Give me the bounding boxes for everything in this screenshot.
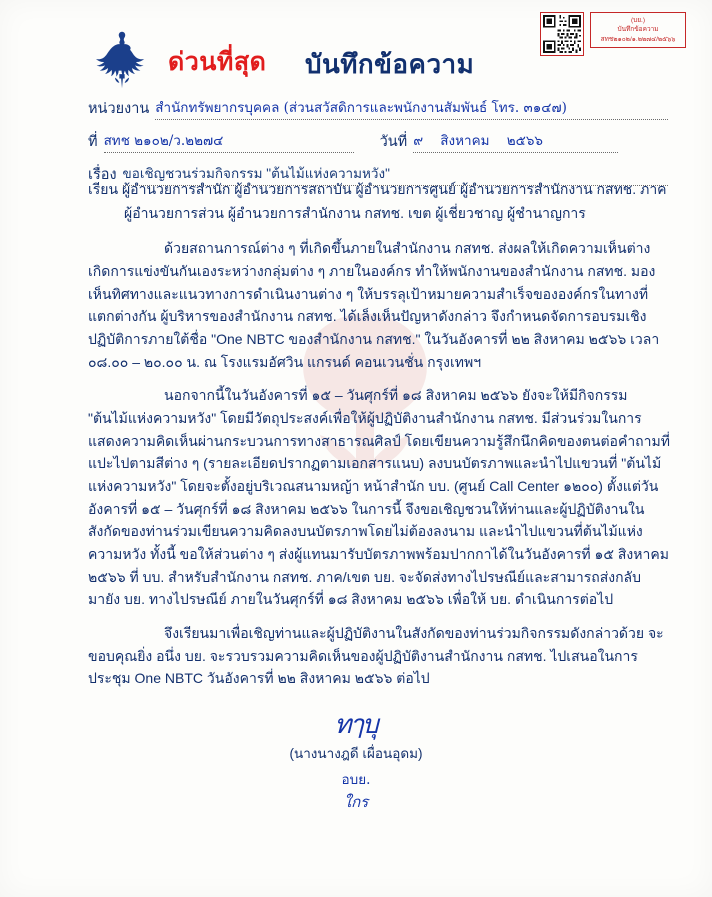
subject-value: ขอเชิญชวนร่วมกิจกรรม "ต้นไม้แห่งความหวัง" bbox=[123, 162, 668, 186]
signature-underline-mark: ใกร bbox=[343, 793, 369, 811]
qr-code-svg bbox=[543, 15, 581, 53]
garuda-svg bbox=[95, 30, 149, 90]
paragraph-1: ด้วยสถานการณ์ต่าง ๆ ที่เกิดขึ้นภายในสำนักงาน กสทช. ส่งผลให้เกิดความเห็นต่าง เกิดการแข่งขันกันเองระหว่างกลุ่มต่าง ๆ ภายในองค์กร ทำให้พนักงานของสำนักงาน กสทช. มองเห็นทิศทางและแนวทางการดำเนินงานต่าง ๆ ให้บรรลุเป้าหมายความสำเร็จขององค์กรในทางที่แตกต่างกัน ผู้บริหารของสำนักงาน กสทช. ได้เล็งเห็นปัญหาดังกล่าว จึงกำหนดจัดการอบรมเชิงปฏิบัติการภายใต้ชื่อ "One NBTC ของสำนักงาน กสทช." ในวันอังคารที่ ๒๒ สิงหาคม ๒๕๖๖ เวลา ๐๘.๐๐ – ๒๐.๐๐ น. ณ โรงแรมอัศวิน แกรนด์ คอนเวนชั่น กรุงเทพฯ bbox=[88, 240, 660, 370]
stamp-line-3: สทช๒๑๐๒/๑.๒๒๗๔/๒๕๖๖ bbox=[600, 35, 676, 43]
signer-name: (นางนางฎดี เผื่อนอุดม) bbox=[289, 746, 423, 761]
registration-stamp bbox=[590, 12, 686, 48]
signer-role: อบย. bbox=[341, 772, 371, 788]
date-label: วันที่ bbox=[379, 134, 408, 150]
field-row-agency bbox=[88, 96, 668, 120]
ref-label: ที่ bbox=[88, 134, 98, 150]
garuda-emblem-icon bbox=[95, 30, 149, 90]
signature-block bbox=[0, 712, 712, 814]
qr-code-icon bbox=[540, 12, 584, 56]
paragraph-2: นอกจากนี้ในวันอังคารที่ ๑๕ – วันศุกร์ที่ ๑๘ สิงหาคม ๒๕๖๖ ยังจะให้มีกิจกรรม "ต้นไม้แห่งความหวัง" โดยมีวัตถุประสงค์เพื่อให้ผู้ปฏิบัติงานสำนักงาน กสทช. มีส่วนร่วมในการแสดงความคิดเห็นผ่านกระบวนการทางสาธารณศิลป์ โดยเขียนความรู้สึกนึกคิดของตนต่อคำถามที่แปะไปตามสีต่าง ๆ (รายละเอียดปรากฏตามเอกสารแนบ) ลงบนบัตรภาพและนำไปแขวนที่ "ต้นไม้แห่งความหวัง" โดยจะตั้งอยู่บริเวณสนามหญ้า หน้าสำนัก บบ. (ศูนย์ Call Center ๑๒๐๐) ตั้งแต่วันอังคารที่ ๑๕ – วันศุกร์ที่ ๑๘ สิงหาคม ๒๕๖๖ ในการนี้ จึงขอเชิญชวนให้ท่านและผู้ปฏิบัติงานในสังกัดของท่านร่วมเขียนความคิดลงบนบัตรภาพโดยไม่ต้องลงนาม และนำไปแขวนที่ต้นไม้แห่งความหวัง ทั้งนี้ ขอให้ส่วนต่าง ๆ ส่งผู้แทนมารับบัตรภาพพร้อมปากกาได้ในวันอังคารที่ ๑๕ สิงหาคม ๒๕๖๖ ที่ บบ. สำหรับสำนักงาน กสทช. ภาค/เขต บย. จะจัดส่งทางไปรษณีย์และสามารถส่งกลับมายัง บย. ทางไปรษณีย์ ภายในวันศุกร์ที่ ๑๘ สิงหาคม ๒๕๖๖ เพื่อให้ บย. ดำเนินการต่อไป bbox=[88, 387, 670, 608]
ref-value: สทช ๒๑๐๒/ว.๒๒๗๔ bbox=[104, 129, 354, 153]
recipient-line-2: ผู้อำนวยการส่วน ผู้อำนวยการสำนักงาน กสทช. เขต ผู้เชี่ยวชาญ ผู้ชำนาญการ bbox=[124, 204, 586, 221]
subject-label: เรื่อง bbox=[88, 167, 117, 183]
urgent-label: ด่วนที่สุด bbox=[168, 48, 267, 76]
paragraph-3: จึงเรียนมาเพื่อเชิญท่านและผู้ปฏิบัติงานในสังกัดของท่านร่วมกิจกรรมดังกล่าวด้วย จะขอบคุณยิ่ง อนึ่ง บย. จะรวบรวมความคิดเห็นของผู้ปฏิบัติงานสำนักงาน กสทช. ไปเสนอในการประชุม One NBTC วันอังคารที่ ๒๒ สิงหาคม ๒๕๖๖ ต่อไป bbox=[88, 625, 664, 687]
date-month: สิงหาคม bbox=[440, 133, 490, 149]
date-day: ๙ bbox=[413, 133, 424, 149]
date-year: ๒๕๖๖ bbox=[506, 133, 543, 149]
recipient-line-1: เรียน ผู้อำนวยการสำนัก ผู้อำนวยการสถาบัน ผู้อำนวยการศูนย์ ผู้อำนวยการสำนักงาน กสทช. ภาค bbox=[88, 181, 667, 197]
page-title: บันทึกข้อความ bbox=[305, 49, 475, 79]
field-row-ref-date bbox=[88, 129, 668, 153]
stamp-line-2: บันทึกข้อความ bbox=[617, 26, 659, 34]
memo-body bbox=[88, 178, 670, 691]
qr-stamp-block bbox=[540, 12, 700, 56]
signature-scribble: ทๅบุ bbox=[334, 710, 378, 740]
stamp-line-1: (บย.) bbox=[630, 17, 646, 24]
agency-value: สำนักทรัพยากรบุคคล (ส่วนสวัสดิการและพนักงานสัมพันธ์ โทร. ๓๑๔๗) bbox=[155, 96, 668, 120]
date-value bbox=[413, 129, 618, 153]
agency-label: หน่วยงาน bbox=[88, 101, 150, 117]
